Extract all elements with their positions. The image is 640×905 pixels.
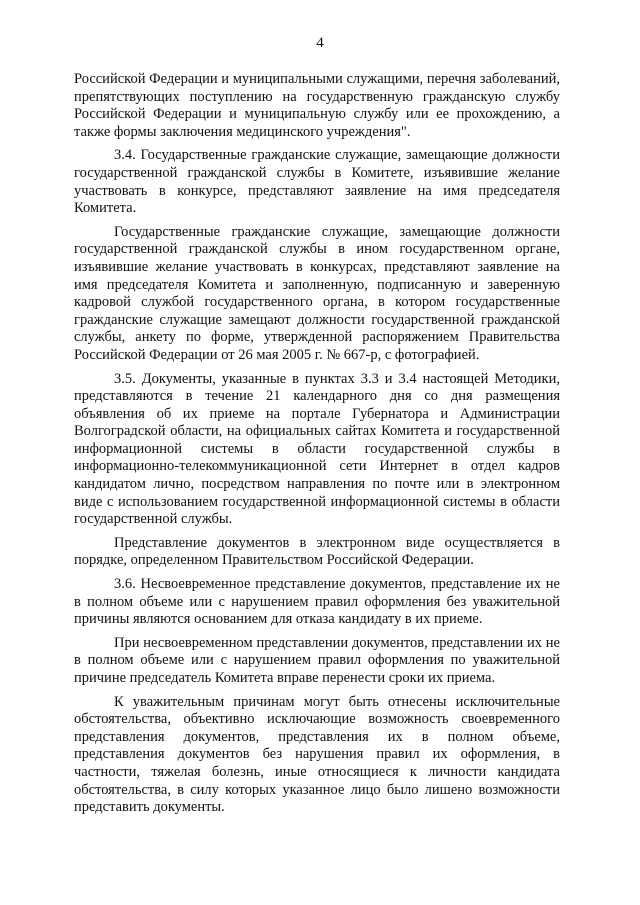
paragraph-other-agency-employees: Государственные гражданские служащие, замещающие должности государственной гражданской службы в ином государственном органе, изъявившие желание участвовать в конкурсах, представляют заявление на имя председателя Комитета и заполненную, подписанную и заверенную кадровой службой государственного органа, в котором государственные гражданские служащие замещают должности государственной гражданской службы, анкету по форме, утвержденной распоряжением Правительства Российской Федерации от 26 мая 2005 г. № 667-р, с фотографией. bbox=[74, 223, 560, 363]
document-body bbox=[74, 71, 560, 823]
paragraph-valid-reasons: К уважительным причинам могут быть отнесены исключительные обстоятельства, объективно исключающие возможность своевременного представления документов, представления их в полном объеме, представления документов без нарушения правил их оформления, в частности, тяжелая болезнь, иные относящиеся к личности кандидата обстоятельства, в силу которых указанное лицо было лишено возможности представить документы. bbox=[74, 693, 560, 816]
paragraph-electronic-submission: Представление документов в электронном виде осуществляется в порядке, определенном Правительством Российской Федерации. bbox=[74, 534, 560, 569]
paragraph-deadline-extension: При несвоевременном представлении документов, представлении их не в полном объеме или с нарушением правил оформления по уважительной причине председатель Комитета вправе перенести сроки их приема. bbox=[74, 634, 560, 686]
paragraph-3-5: 3.5. Документы, указанные в пунктах 3.3 и 3.4 настоящей Методики, представляются в течение 21 календарного дня со дня размещения объявления об их приеме на портале Губернатора и Администрации Волгоградской области, на официальных сайтах Комитета и государственной информационной системы в области государственной службы в информационно-телекоммуникационной сети Интернет в отдел кадров кандидатом лично, посредством направления по почте или в электронном виде с использованием государственной информационной системы в области государственной службы. bbox=[74, 370, 560, 528]
paragraph-3-4: 3.4. Государственные гражданские служащие, замещающие должности государственной гражданской службы в Комитете, изъявившие желание участвовать в конкурсе, представляют заявление на имя председателя Комитета. bbox=[74, 147, 560, 217]
page-number: 4 bbox=[316, 35, 324, 51]
paragraph-continuation: Российской Федерации и муниципальными служащими, перечня заболеваний, препятствующих поступлению на государственную гражданскую службу Российской Федерации и муниципальную службу или ее прохождению, а также формы заключения медицинского учреждения". bbox=[74, 71, 560, 140]
paragraph-3-6: 3.6. Несвоевременное представление документов, представление их не в полном объеме или с нарушением правил оформления без уважительной причины являются основанием для отказа кандидату в их приеме. bbox=[74, 576, 560, 628]
